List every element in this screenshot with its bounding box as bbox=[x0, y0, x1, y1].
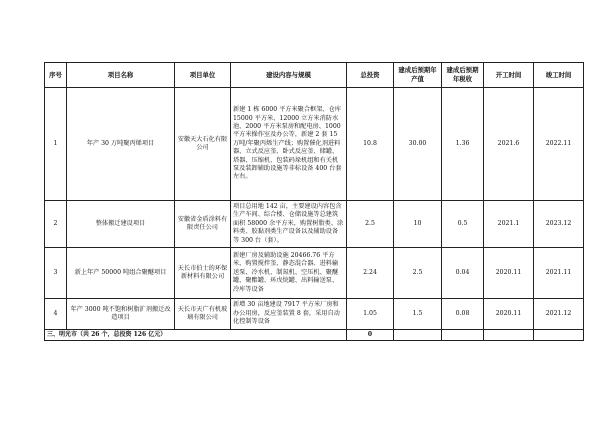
cell-unit: 天长市伯士的环保新材料有限公司 bbox=[175, 248, 231, 299]
header-start: 开工时间 bbox=[484, 63, 534, 88]
header-no: 序号 bbox=[45, 63, 67, 88]
table-row bbox=[45, 88, 584, 201]
cell-investment: 10.8 bbox=[347, 88, 394, 201]
cell-unit: 安徽天大石化有限公司 bbox=[175, 88, 231, 201]
cell-content: 新建厂房及辅助设施 20466.76 平方米，购置搅拌釜、静态混合器、进料输送泵、冷水机、制氮机、空压机、聚醚罐、聚酯罐、环戊烷罐、出料输送泵、冷库等设备 bbox=[231, 248, 347, 299]
cell-name: 整体搬迁建设项目 bbox=[67, 201, 175, 248]
cell-tax: 0.04 bbox=[442, 248, 484, 299]
cell-output: 2.5 bbox=[394, 248, 442, 299]
header-end: 竣工时间 bbox=[534, 63, 584, 88]
summary-empty bbox=[534, 330, 584, 341]
cell-end: 2023.12 bbox=[534, 201, 584, 248]
cell-name: 年产 30 万吨聚丙烯项目 bbox=[67, 88, 175, 201]
cell-end: 2022.11 bbox=[534, 88, 584, 201]
summary-value: 0 bbox=[347, 330, 394, 341]
cell-output: 10 bbox=[394, 201, 442, 248]
cell-unit: 天长市天广有机玻璃有限公司 bbox=[175, 299, 231, 330]
cell-investment: 2.24 bbox=[347, 248, 394, 299]
cell-start: 2021.6 bbox=[484, 88, 534, 201]
header-output: 建成后预期年产值 bbox=[394, 63, 442, 88]
table-row bbox=[45, 299, 584, 330]
cell-end: 2021.11 bbox=[534, 248, 584, 299]
table-row bbox=[45, 201, 584, 248]
project-table bbox=[44, 62, 584, 341]
table-row bbox=[45, 248, 584, 299]
cell-no: 4 bbox=[45, 299, 67, 330]
cell-start: 2020.11 bbox=[484, 299, 534, 330]
cell-investment: 1.05 bbox=[347, 299, 394, 330]
summary-empty bbox=[394, 330, 442, 341]
summary-label: 三、明光市（共 26 个，总投资 126 亿元） bbox=[45, 330, 347, 341]
header-unit: 项目单位 bbox=[175, 63, 231, 88]
cell-end: 2021.12 bbox=[534, 299, 584, 330]
cell-tax: 0.08 bbox=[442, 299, 484, 330]
cell-content: 项目总用地 142 亩，主要建设内容包含生产车间、综合楼、仓储设施等总建筑面积 58000 余平方米，购置树脂类、涂料类、胶黏剂类生产设备以及辅助设备等 300 台（套）。 bbox=[231, 201, 347, 248]
header-name: 项目名称 bbox=[67, 63, 175, 88]
summary-empty bbox=[484, 330, 534, 341]
cell-unit: 安徽省金盾涂料有限责任公司 bbox=[175, 201, 231, 248]
cell-no: 2 bbox=[45, 201, 67, 248]
cell-tax: 1.36 bbox=[442, 88, 484, 201]
cell-name: 年产 3000 吨不饱和树脂扩剂搬迁改造项目 bbox=[67, 299, 175, 330]
table-header-row bbox=[45, 63, 584, 88]
cell-output: 30.00 bbox=[394, 88, 442, 201]
cell-start: 2020.11 bbox=[484, 248, 534, 299]
cell-no: 1 bbox=[45, 88, 67, 201]
header-tax: 建成后预期年税收 bbox=[442, 63, 484, 88]
cell-name: 新上年产 50000 吨组合聚醚项目 bbox=[67, 248, 175, 299]
summary-empty bbox=[442, 330, 484, 341]
cell-investment: 2.5 bbox=[347, 201, 394, 248]
cell-content: 新建 1 栋 6000 平方米聚合框架、仓库 15000 平方米、12000 立方米消防水池、2000 平方米泵房和配电房、1000 平方米操作室及办公等，新建 2 套 15 万吨/年聚丙烯生产线；购置催化剂进料器、立式反应釜、卧式反应釜、储罐、塔器、压缩机、包装码垛机组和有关机泵及装卸辅助设施等非标设备 400 台套左右。 bbox=[231, 88, 347, 201]
summary-row bbox=[45, 330, 584, 341]
header-content: 建设内容与规模 bbox=[231, 63, 347, 88]
cell-start: 2021.1 bbox=[484, 201, 534, 248]
cell-output: 1.5 bbox=[394, 299, 442, 330]
cell-no: 3 bbox=[45, 248, 67, 299]
header-investment: 总投资 bbox=[347, 63, 394, 88]
cell-content: 新增 30 亩地建设 7917 平方米厂房和办公用房，反应釜装置 8 套，采用自动化控制等设备 bbox=[231, 299, 347, 330]
cell-tax: 0.5 bbox=[442, 201, 484, 248]
